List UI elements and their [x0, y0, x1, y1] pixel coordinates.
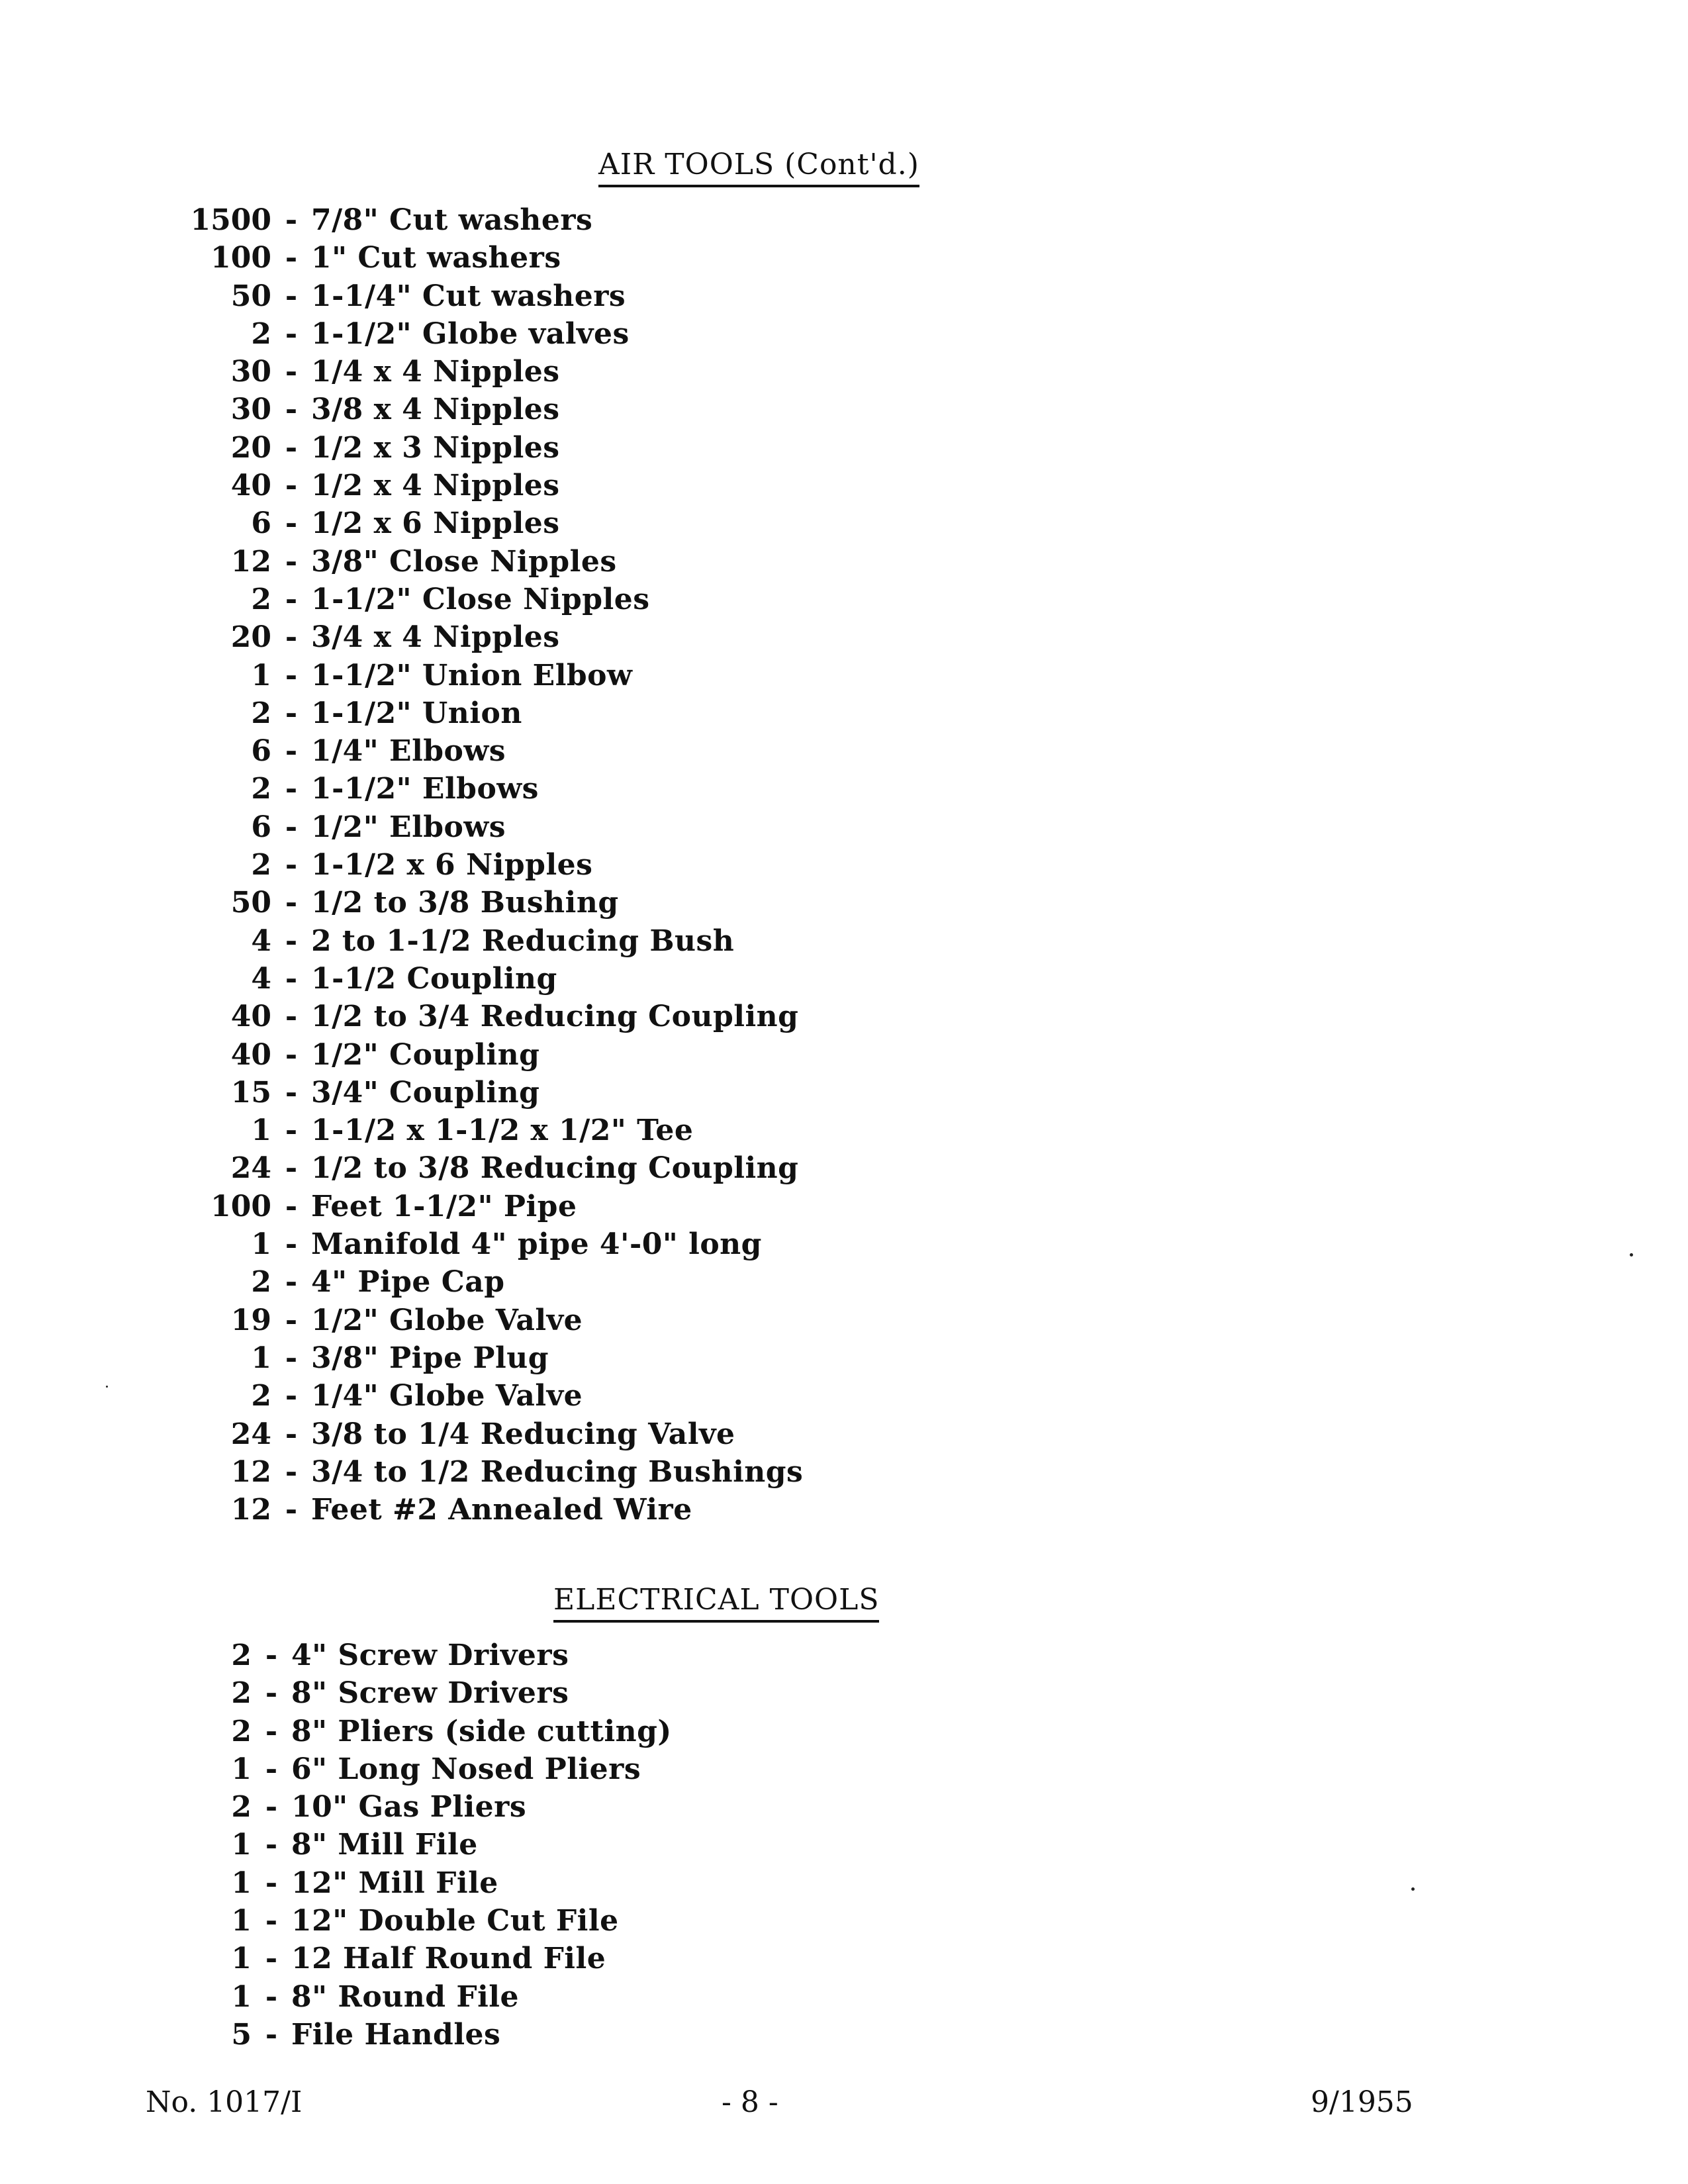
item-quantity: 100: [211, 1189, 271, 1223]
item-separator: -: [285, 658, 298, 692]
air-tools-item: [0, 1377, 803, 1415]
item-description: 3/8 to 1/4 Reducing Valve: [311, 1417, 735, 1451]
item-quantity: 4: [251, 924, 271, 958]
item-quantity: 4: [251, 961, 271, 996]
air-tools-item: [0, 1074, 803, 1112]
item-quantity: 1: [251, 658, 271, 692]
electrical-tools-item: [0, 1750, 672, 1788]
item-description: 1/2 to 3/8 Bushing: [311, 886, 619, 920]
air-tools-item: [0, 1149, 803, 1187]
item-quantity: 50: [230, 279, 271, 313]
electrical-tools-item: [0, 1978, 672, 2016]
item-description: 8" Round File: [291, 1979, 519, 2014]
item-separator: -: [265, 1790, 278, 1825]
item-quantity: 1500: [190, 203, 271, 237]
item-description: 1-1/2" Union Elbow: [311, 658, 633, 692]
item-description: 10" Gas Pliers: [291, 1790, 527, 1825]
item-separator: -: [285, 544, 298, 579]
air-tools-item: [0, 922, 803, 960]
air-tools-item: [0, 504, 803, 542]
item-quantity: 2: [251, 1379, 271, 1413]
item-separator: -: [265, 1676, 278, 1711]
item-separator: -: [285, 1189, 298, 1223]
item-description: 2 to 1-1/2 Reducing Bush: [311, 924, 735, 958]
electrical-tools-heading: ELECTRICAL TOOLS: [553, 1583, 879, 1623]
item-quantity: 40: [230, 1037, 271, 1072]
item-description: 3/8" Pipe Plug: [311, 1341, 549, 1375]
item-separator: -: [285, 241, 298, 275]
item-separator: -: [285, 1417, 298, 1451]
item-description: File Handles: [291, 2017, 501, 2052]
item-separator: -: [285, 203, 298, 237]
item-separator: -: [285, 1151, 298, 1186]
electrical-tools-item: [0, 1637, 672, 1674]
item-description: 1/2 x 4 Nipples: [311, 469, 560, 503]
item-description: 1-1/2" Union: [311, 696, 522, 730]
item-separator: -: [285, 316, 298, 351]
item-separator: -: [285, 1227, 298, 1262]
item-separator: -: [285, 1303, 298, 1337]
item-description: 1/4" Globe Valve: [311, 1379, 583, 1413]
item-quantity: 6: [251, 506, 271, 541]
item-description: 4" Pipe Cap: [311, 1265, 505, 1300]
item-separator: -: [285, 1000, 298, 1034]
item-description: 3/4 x 4 Nipples: [311, 620, 560, 655]
item-quantity: 12: [230, 544, 271, 579]
air-tools-item: [0, 960, 803, 998]
item-quantity: 6: [251, 810, 271, 844]
item-description: 6" Long Nosed Pliers: [291, 1752, 641, 1786]
document-date: 9/1955: [1311, 2085, 1413, 2119]
item-quantity: 1: [231, 1942, 252, 1976]
scan-speck: [1630, 1253, 1633, 1257]
item-separator: -: [285, 924, 298, 958]
item-quantity: 1: [231, 1979, 252, 2014]
item-quantity: 2: [251, 316, 271, 351]
item-separator: -: [285, 961, 298, 996]
item-quantity: 40: [230, 1000, 271, 1034]
air-tools-item: [0, 201, 803, 239]
air-tools-item: [0, 1339, 803, 1377]
item-separator: -: [285, 696, 298, 730]
item-description: 1/2" Coupling: [311, 1037, 540, 1072]
item-separator: -: [265, 1752, 278, 1786]
air-tools-item: [0, 1453, 803, 1491]
item-description: 1-1/2 x 1-1/2 x 1/2" Tee: [311, 1114, 694, 1148]
item-quantity: 2: [231, 1714, 252, 1748]
item-quantity: 5: [231, 2017, 252, 2052]
item-quantity: 30: [230, 393, 271, 427]
item-separator: -: [265, 1904, 278, 1938]
item-description: 1/2 to 3/8 Reducing Coupling: [311, 1151, 799, 1186]
item-separator: -: [265, 1866, 278, 1900]
item-description: 1-1/2" Elbows: [311, 772, 539, 806]
item-quantity: 24: [230, 1417, 271, 1451]
item-separator: -: [285, 810, 298, 844]
item-separator: -: [285, 279, 298, 313]
item-quantity: 1: [231, 1904, 252, 1938]
electrical-tools-item: [0, 1940, 672, 1977]
electrical-tools-item: [0, 1864, 672, 1902]
item-quantity: 1: [231, 1828, 252, 1862]
item-separator: -: [285, 1075, 298, 1110]
item-quantity: 2: [231, 1790, 252, 1825]
item-quantity: 6: [251, 734, 271, 769]
page-number: - 8 -: [722, 2085, 778, 2119]
air-tools-item: [0, 581, 803, 618]
item-separator: -: [285, 1037, 298, 1072]
item-quantity: 15: [230, 1075, 271, 1110]
item-quantity: 1: [251, 1341, 271, 1375]
item-quantity: 100: [211, 241, 271, 275]
air-tools-item: [0, 884, 803, 922]
air-tools-item: [0, 657, 803, 694]
item-quantity: 24: [230, 1151, 271, 1186]
air-tools-item: [0, 732, 803, 770]
electrical-tools-item: [0, 1674, 672, 1712]
item-quantity: 12: [230, 1454, 271, 1489]
item-description: 1/2 x 6 Nipples: [311, 506, 560, 541]
item-separator: -: [285, 430, 298, 465]
item-quantity: 1: [251, 1227, 271, 1262]
item-quantity: 2: [251, 772, 271, 806]
air-tools-item: [0, 846, 803, 884]
item-quantity: 2: [251, 848, 271, 882]
item-quantity: 2: [231, 1638, 252, 1672]
item-description: 8" Mill File: [291, 1828, 478, 1862]
air-tools-item: [0, 808, 803, 846]
item-separator: -: [285, 772, 298, 806]
air-tools-item: [0, 1415, 803, 1453]
item-description: 1" Cut washers: [311, 241, 561, 275]
air-tools-item: [0, 543, 803, 581]
document-number: No. 1017/I: [146, 2085, 303, 2119]
electrical-tools-item: [0, 2016, 672, 2054]
item-description: 1-1/2" Close Nipples: [311, 582, 650, 616]
item-separator: -: [285, 1265, 298, 1300]
item-quantity: 2: [251, 582, 271, 616]
item-separator: -: [285, 1454, 298, 1489]
item-description: 1/2 x 3 Nipples: [311, 430, 560, 465]
item-description: 12 Half Round File: [291, 1942, 606, 1976]
item-separator: -: [285, 620, 298, 655]
air-tools-heading: AIR TOOLS (Cont'd.): [598, 148, 919, 187]
item-description: Feet #2 Annealed Wire: [311, 1493, 692, 1527]
item-quantity: 1: [231, 1866, 252, 1900]
scan-speck: [106, 1386, 108, 1388]
item-quantity: 1: [231, 1752, 252, 1786]
item-description: 1/4 x 4 Nipples: [311, 355, 560, 389]
item-description: 1/2" Globe Valve: [311, 1303, 583, 1337]
item-description: 1/2 to 3/4 Reducing Coupling: [311, 1000, 799, 1034]
item-separator: -: [285, 469, 298, 503]
item-separator: -: [285, 734, 298, 769]
air-tools-item: [0, 1263, 803, 1301]
item-quantity: 1: [251, 1114, 271, 1148]
air-tools-item: [0, 998, 803, 1035]
item-separator: -: [285, 393, 298, 427]
air-tools-item: [0, 467, 803, 504]
item-separator: -: [265, 1942, 278, 1976]
item-quantity: 40: [230, 469, 271, 503]
item-description: 3/8" Close Nipples: [311, 544, 617, 579]
item-description: 1-1/2" Globe valves: [311, 316, 630, 351]
air-tools-item: [0, 429, 803, 467]
item-separator: -: [265, 2017, 278, 2052]
scan-speck: [1411, 1887, 1415, 1891]
item-separator: -: [285, 886, 298, 920]
item-quantity: 50: [230, 886, 271, 920]
electrical-tools-item: [0, 1788, 672, 1826]
item-quantity: 20: [230, 430, 271, 465]
item-description: 8" Screw Drivers: [291, 1676, 569, 1711]
electrical-tools-item: [0, 1713, 672, 1750]
item-quantity: 12: [230, 1493, 271, 1527]
air-tools-item: [0, 315, 803, 353]
item-separator: -: [285, 1341, 298, 1375]
item-separator: -: [265, 1979, 278, 2014]
item-description: 1/4" Elbows: [311, 734, 506, 769]
item-separator: -: [285, 1114, 298, 1148]
item-separator: -: [285, 582, 298, 616]
electrical-tools-item: [0, 1902, 672, 1940]
item-description: Feet 1-1/2" Pipe: [311, 1189, 577, 1223]
item-separator: -: [265, 1638, 278, 1672]
air-tools-item: [0, 694, 803, 732]
item-separator: -: [285, 848, 298, 882]
item-description: 1-1/2 Coupling: [311, 961, 557, 996]
electrical-tools-list: [0, 1637, 672, 2054]
air-tools-item: [0, 770, 803, 808]
item-quantity: 2: [251, 696, 271, 730]
air-tools-item: [0, 391, 803, 428]
item-quantity: 2: [231, 1676, 252, 1711]
item-description: 3/8 x 4 Nipples: [311, 393, 560, 427]
item-description: 3/4" Coupling: [311, 1075, 540, 1110]
air-tools-item: [0, 1112, 803, 1149]
item-description: 1-1/2 x 6 Nipples: [311, 848, 593, 882]
air-tools-item: [0, 1491, 803, 1529]
item-description: 1-1/4" Cut washers: [311, 279, 626, 313]
item-separator: -: [285, 355, 298, 389]
item-description: 12" Double Cut File: [291, 1904, 619, 1938]
air-tools-item: [0, 1188, 803, 1225]
electrical-tools-item: [0, 1826, 672, 1864]
air-tools-item: [0, 1036, 803, 1074]
item-quantity: 20: [230, 620, 271, 655]
air-tools-item: [0, 618, 803, 656]
item-description: 12" Mill File: [291, 1866, 498, 1900]
item-separator: -: [285, 506, 298, 541]
item-description: 3/4 to 1/2 Reducing Bushings: [311, 1454, 804, 1489]
item-separator: -: [265, 1828, 278, 1862]
item-quantity: 2: [251, 1265, 271, 1300]
air-tools-item: [0, 1225, 803, 1263]
air-tools-item: [0, 239, 803, 277]
item-separator: -: [265, 1714, 278, 1748]
item-description: 4" Screw Drivers: [291, 1638, 569, 1672]
item-separator: -: [285, 1379, 298, 1413]
air-tools-item: [0, 277, 803, 315]
item-description: Manifold 4" pipe 4'-0" long: [311, 1227, 762, 1262]
item-quantity: 30: [230, 355, 271, 389]
air-tools-item: [0, 1302, 803, 1339]
item-separator: -: [285, 1493, 298, 1527]
air-tools-item: [0, 353, 803, 391]
item-description: 1/2" Elbows: [311, 810, 506, 844]
item-quantity: 19: [230, 1303, 271, 1337]
item-description: 7/8" Cut washers: [311, 203, 593, 237]
air-tools-list: [0, 201, 803, 1529]
item-description: 8" Pliers (side cutting): [291, 1714, 672, 1748]
